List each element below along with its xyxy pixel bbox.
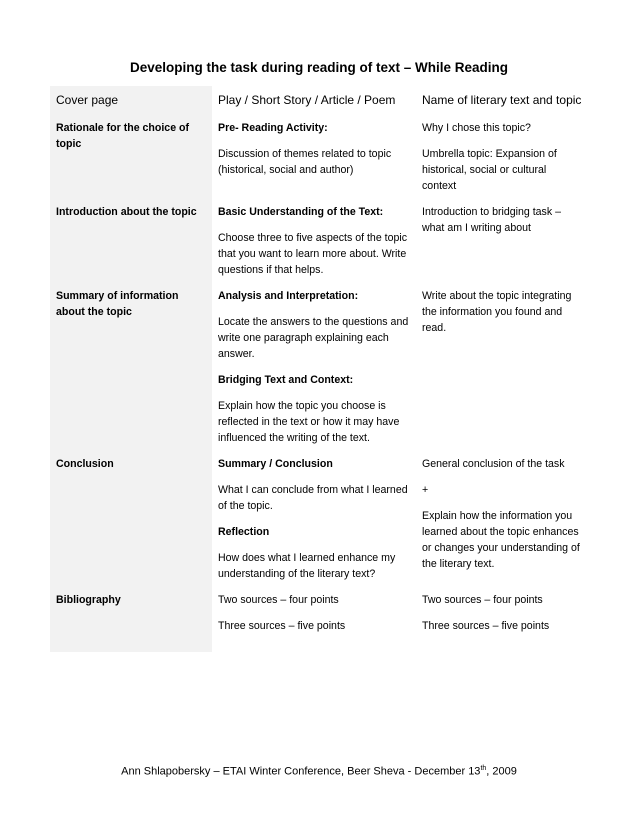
footer-text: Ann Shlapobersky – ETAI Winter Conference, Beer Sheva - December 13 (121, 765, 481, 778)
table-row (50, 450, 588, 586)
activity-heading: Basic Understanding of the Text: (218, 206, 384, 218)
table-row (50, 282, 588, 450)
topic-text: Two sources – four points (422, 594, 543, 606)
table-header-row (50, 86, 588, 114)
table-row (50, 114, 588, 198)
topic-cell (416, 198, 588, 282)
page-title: Developing the task during reading of text – While Reading (129, 60, 509, 75)
row-label: Summary of information about the topic (50, 282, 212, 450)
activity-cell (212, 282, 416, 450)
activity-heading: Summary / Conclusion (218, 458, 333, 470)
activity-text: Choose three to five aspects of the topic that you want to learn more about. Write questions if that helps. (218, 232, 408, 276)
table-row (50, 198, 588, 282)
header-text-type: Play / Short Story / Article / Poem (218, 93, 396, 107)
topic-text: Write about the topic integrating the information you found and read. (422, 290, 572, 334)
topic-cell (416, 450, 588, 586)
header-cover-page: Cover page (50, 86, 212, 114)
activity-cell (212, 114, 416, 198)
activity-cell (212, 198, 416, 282)
footer-superscript: th (480, 765, 487, 772)
row-label: Rationale for the choice of topic (50, 114, 212, 198)
activity-text: Locate the answers to the questions and write one paragraph explaining each answer. (218, 316, 409, 360)
row-label: Conclusion (50, 450, 212, 586)
header-literary-text: Name of literary text and topic (422, 93, 582, 107)
table-row (50, 586, 588, 652)
topic-text: Umbrella topic: Expansion of historical, social or cultural context (422, 148, 557, 192)
row-label: Bibliography (50, 586, 212, 652)
activity-heading: Reflection (218, 526, 270, 538)
activity-heading: Analysis and Interpretation: (218, 290, 359, 302)
activity-text: How does what I learned enhance my understanding of the literary text? (218, 552, 396, 580)
activity-text: Explain how the topic you choose is reflected in the text or how it may have influenced the writing of the text. (218, 400, 400, 444)
row-label: Introduction about the topic (50, 198, 212, 282)
topic-text: Explain how the information you learned about the topic enhances or changes your understanding of the literary text. (422, 510, 580, 570)
topic-text: + (422, 484, 429, 496)
activity-text: Three sources – five points (218, 620, 346, 632)
activity-text: Two sources – four points (218, 594, 339, 606)
page-footer (0, 765, 638, 778)
topic-cell (416, 282, 588, 450)
topic-cell (416, 586, 588, 652)
topic-text: Introduction to bridging task – what am I writing about (422, 206, 561, 234)
activity-cell (212, 450, 416, 586)
footer-tail: , 2009 (486, 765, 517, 778)
topic-cell (416, 114, 588, 198)
activity-heading: Bridging Text and Context: (218, 374, 354, 386)
activity-text: What I can conclude from what I learned of the topic. (218, 484, 408, 512)
topic-text: Why I chose this topic? (422, 122, 531, 134)
topic-text: General conclusion of the task (422, 458, 565, 470)
activity-heading: Pre- Reading Activity: (218, 122, 328, 134)
activity-text: Discussion of themes related to topic (historical, social and author) (218, 148, 392, 176)
task-table (50, 86, 588, 652)
topic-text: Three sources – five points (422, 620, 550, 632)
activity-cell (212, 586, 416, 652)
